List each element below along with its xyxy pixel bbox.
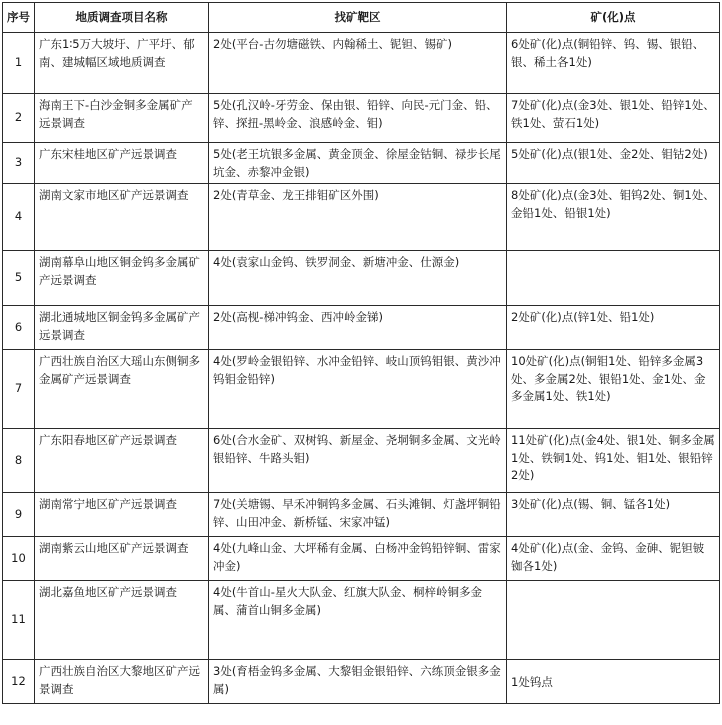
row-project: 广东宋桂地区矿产远景调查 [35,143,209,184]
row-target: 4处(袁家山金钨、铁罗洞金、新塘冲金、仕源金) [209,251,507,306]
row-seq: 1 [3,33,35,94]
row-occurrence: 6处矿(化)点(铜铅锌、钨、锡、银铅、银、稀土各1处) [507,33,720,94]
table-row [3,306,720,350]
table-row [3,581,720,660]
header-target: 找矿靶区 [209,3,507,33]
row-occurrence: 1处钨点 [507,660,720,704]
table-row [3,184,720,251]
header-row [3,3,720,33]
table-row [3,251,720,306]
table-row [3,660,720,704]
row-project: 广东阳春地区矿产远景调查 [35,429,209,493]
row-seq: 12 [3,660,35,704]
row-occurrence: 3处矿(化)点(锡、铜、锰各1处) [507,493,720,537]
row-seq: 6 [3,306,35,350]
row-occurrence: 7处矿(化)点(金3处、银1处、铅锌1处、铁1处、萤石1处) [507,94,720,143]
survey-table-container [2,2,720,704]
row-target: 4处(罗岭金银铅锌、水冲金铅锌、岐山顶钨钼银、黄沙冲钨钼金铅锌) [209,350,507,429]
row-project: 湖南常宁地区矿产远景调查 [35,493,209,537]
table-row [3,350,720,429]
row-occurrence: 4处矿(化)点(金、金钨、金砷、铌钽铍铷各1处) [507,537,720,581]
row-target: 6处(合水金矿、双树钨、新屋金、尧垌铜多金属、文光岭银铅锌、牛路头钼) [209,429,507,493]
row-project: 广东1∶5万大坡圩、广平圩、郁南、建城幅区域地质调查 [35,33,209,94]
row-occurrence: 10处矿(化)点(铜钼1处、铅锌多金属3处、多金属2处、银铅1处、金1处、金多金属1处、铁1处) [507,350,720,429]
row-occurrence: 8处矿(化)点(金3处、钼钨2处、铜1处、金铅1处、铅银1处) [507,184,720,251]
table-row [3,33,720,94]
header-occurrence: 矿(化)点 [507,3,720,33]
row-seq: 8 [3,429,35,493]
row-seq: 7 [3,350,35,429]
row-target: 3处(育梧金钨多金属、大黎钼金银铅锌、六练顶金银多金属) [209,660,507,704]
row-occurrence: 5处矿(化)点(银1处、金2处、钼钴2处) [507,143,720,184]
table-row [3,429,720,493]
row-target: 2处(高枧-梯冲钨金、西冲岭金锑) [209,306,507,350]
row-seq: 5 [3,251,35,306]
table-row [3,493,720,537]
row-target: 2处(平台-古勿塘磁铁、内翰稀土、铌钽、锡矿) [209,33,507,94]
row-project: 广西壮族自治区大黎地区矿产远景调查 [35,660,209,704]
header-seq: 序号 [3,3,35,33]
row-project: 广西壮族自治区大瑶山东侧铜多金属矿产远景调查 [35,350,209,429]
survey-table [2,2,720,704]
row-project: 湖北嘉鱼地区矿产远景调查 [35,581,209,660]
row-project: 湖南文家市地区矿产远景调查 [35,184,209,251]
row-occurrence: 11处矿(化)点(金4处、银1处、铜多金属1处、铁铜1处、钨1处、钼1处、银铅锌2处) [507,429,720,493]
row-target: 7处(关塘锡、早禾冲铜钨多金属、石头滩铜、灯盏坪铜铅锌、山田冲金、新桥锰、宋家冲锰) [209,493,507,537]
row-project: 海南王下-白沙金铜多金属矿产远景调查 [35,94,209,143]
row-project: 湖南紫云山地区矿产远景调查 [35,537,209,581]
row-occurrence [507,581,720,660]
row-seq: 10 [3,537,35,581]
row-occurrence [507,251,720,306]
table-row [3,537,720,581]
row-seq: 4 [3,184,35,251]
row-seq: 3 [3,143,35,184]
row-seq: 9 [3,493,35,537]
row-target: 5处(孔汉岭-牙劳金、保由银、铅锌、向民-元门金、铅、锌、探扭-黑岭金、浪感岭金、钼) [209,94,507,143]
row-target: 5处(老王坑银多金属、黄金顶金、徐屋金钴铜、禄步长尾坑金、赤黎冲金银) [209,143,507,184]
row-project: 湖北通城地区铜金钨多金属矿产远景调查 [35,306,209,350]
row-target: 4处(牛首山-星火大队金、红旗大队金、桐梓岭铜多金属、蒲首山铜多金属) [209,581,507,660]
header-project: 地质调查项目名称 [35,3,209,33]
row-seq: 2 [3,94,35,143]
table-row [3,94,720,143]
row-target: 2处(青草金、龙王排钼矿区外围) [209,184,507,251]
row-project: 湖南幕阜山地区铜金钨多金属矿产远景调查 [35,251,209,306]
table-row [3,143,720,184]
row-target: 4处(九峰山金、大坪稀有金属、白杨冲金钨铅锌铜、雷家冲金) [209,537,507,581]
row-seq: 11 [3,581,35,660]
row-occurrence: 2处矿(化)点(锌1处、铅1处) [507,306,720,350]
